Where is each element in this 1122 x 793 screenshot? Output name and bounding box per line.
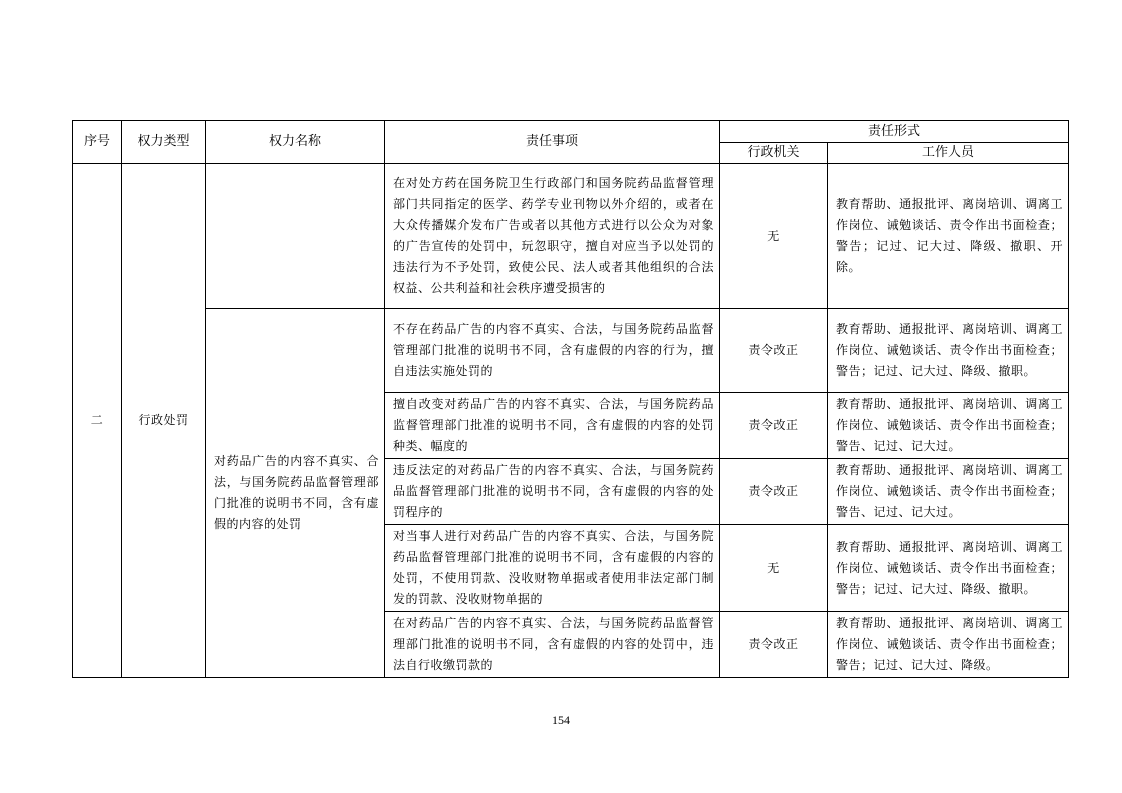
header-admin-organ: 行政机关	[720, 143, 828, 164]
duty-cell: 不存在药品广告的内容不真实、合法，与国务院药品监督管理部门批准的说明书不同，含有虚假的内容的行为，擅自违法实施处罚的	[385, 309, 720, 393]
organ-cell: 责令改正	[720, 459, 828, 525]
duty-cell: 在对药品广告的内容不真实、合法，与国务院药品监督管理部门批准的说明书不同，含有虚假的内容的处罚中，违法自行收缴罚款的	[385, 612, 720, 678]
staff-cell: 教育帮助、通报批评、离岗培训、调离工作岗位、诫勉谈话、责令作出书面检查；警告；记过、记大过、降级、撤职、开除。	[828, 164, 1069, 309]
power-name-cell: 对药品广告的内容不真实、合法，与国务院药品监督管理部门批准的说明书不同，含有虚假的内容的处罚	[206, 309, 385, 678]
header-seq: 序号	[73, 121, 122, 164]
responsibility-table	[72, 120, 1069, 678]
organ-cell: 责令改正	[720, 612, 828, 678]
header-staff: 工作人员	[828, 143, 1069, 164]
power-type-cell: 行政处罚	[122, 164, 206, 678]
power-name-empty-cell	[206, 164, 385, 309]
table-row	[73, 309, 1069, 393]
duty-cell: 对当事人进行对药品广告的内容不真实、合法，与国务院药品监督管理部门批准的说明书不同，含有虚假的内容的处罚，不使用罚款、没收财物单据或者使用非法定部门制发的罚款、没收财物单据的	[385, 525, 720, 612]
staff-cell: 教育帮助、通报批评、离岗培训、调离工作岗位、诫勉谈话、责令作出书面检查；警告；记过、记大过、降级。	[828, 612, 1069, 678]
seq-cell: 二	[73, 164, 122, 678]
header-duty-item: 责任事项	[385, 121, 720, 164]
header-duty-form: 责任形式	[720, 121, 1069, 143]
page-number: 154	[552, 713, 570, 727]
header-power-type: 权力类型	[122, 121, 206, 164]
staff-cell: 教育帮助、通报批评、离岗培训、调离工作岗位、诫勉谈话、责令作出书面检查；警告；记过、记大过、降级、撤职。	[828, 525, 1069, 612]
duty-cell: 违反法定的对药品广告的内容不真实、合法，与国务院药品监督管理部门批准的说明书不同，含有虚假的内容的处罚程序的	[385, 459, 720, 525]
staff-cell: 教育帮助、通报批评、离岗培训、调离工作岗位、诫勉谈话、责令作出书面检查；警告；记过、记大过、降级、撤职。	[828, 309, 1069, 393]
table-row	[73, 164, 1069, 309]
organ-cell: 无	[720, 164, 828, 309]
organ-cell: 责令改正	[720, 309, 828, 393]
duty-cell: 在对处方药在国务院卫生行政部门和国务院药品监督管理部门共同指定的医学、药学专业刊物以外介绍的，或者在大众传播媒介发布广告或者以其他方式进行以公众为对象的广告宣传的处罚中，玩忽职守，擅自对应当予以处罚的违法行为不予处罚，致使公民、法人或者其他组织的合法权益、公共利益和社会秩序遭受损害的	[385, 164, 720, 309]
staff-cell: 教育帮助、通报批评、离岗培训、调离工作岗位、诫勉谈话、责令作出书面检查；警告、记过、记大过。	[828, 459, 1069, 525]
header-power-name: 权力名称	[206, 121, 385, 164]
organ-cell: 无	[720, 525, 828, 612]
organ-cell: 责令改正	[720, 393, 828, 459]
staff-cell: 教育帮助、通报批评、离岗培训、调离工作岗位、诫勉谈话、责令作出书面检查；警告、记过、记大过。	[828, 393, 1069, 459]
duty-cell: 擅自改变对药品广告的内容不真实、合法，与国务院药品监督管理部门批准的说明书不同，含有虚假的内容的处罚种类、幅度的	[385, 393, 720, 459]
